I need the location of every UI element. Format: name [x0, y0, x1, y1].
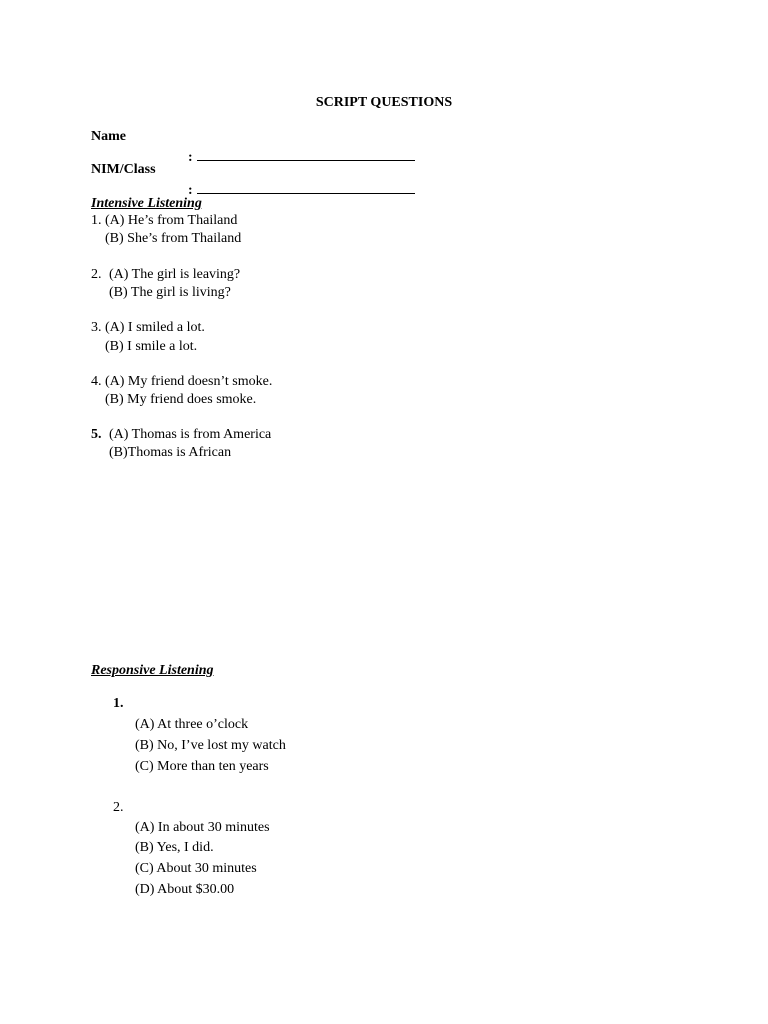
responsive-heading: Responsive Listening	[91, 663, 214, 678]
responsive-q2-number: 2.	[113, 800, 124, 815]
intensive-q4-number: 4.	[91, 374, 102, 389]
intensive-q3-option-a: (A) I smiled a lot.	[105, 320, 205, 335]
intensive-q3-option-b: (B) I smile a lot.	[105, 339, 198, 354]
responsive-q2-option-c: (C) About 30 minutes	[135, 861, 257, 876]
intensive-q3-number: 3.	[91, 320, 102, 335]
page-title: SCRIPT QUESTIONS	[315, 95, 453, 110]
intensive-q4-option-b: (B) My friend does smoke.	[105, 392, 257, 407]
responsive-q1-option-a: (A) At three o’clock	[135, 717, 249, 732]
name-label: Name	[91, 129, 126, 144]
responsive-q1-number: 1.	[113, 696, 124, 711]
responsive-q1-option-b: (B) No, I’ve lost my watch	[135, 738, 286, 753]
intensive-q2-option-a: (A) The girl is leaving?	[109, 267, 241, 282]
intensive-q5-option-a: (A) Thomas is from America	[109, 427, 272, 442]
class-colon: :	[188, 183, 193, 198]
name-blank[interactable]	[197, 146, 415, 161]
intensive-heading: Intensive Listening	[91, 196, 202, 211]
intensive-q1-option-b: (B) She’s from Thailand	[105, 231, 242, 246]
responsive-q2-option-a: (A) In about 30 minutes	[135, 820, 270, 835]
intensive-q5-option-b: (B)Thomas is African	[109, 445, 232, 460]
intensive-q2-number: 2.	[91, 267, 102, 282]
class-blank[interactable]	[197, 179, 415, 194]
intensive-q5-number: 5.	[91, 427, 102, 442]
intensive-q1-number: 1.	[91, 213, 102, 228]
name-colon: :	[188, 150, 193, 165]
intensive-q1-option-a: (A) He’s from Thailand	[105, 213, 238, 228]
class-label: NIM/Class	[91, 162, 156, 177]
intensive-q4-option-a: (A) My friend doesn’t smoke.	[105, 374, 273, 389]
intensive-q2-option-b: (B) The girl is living?	[109, 285, 231, 300]
responsive-q1-option-c: (C) More than ten years	[135, 759, 269, 774]
responsive-q2-option-b: (B) Yes, I did.	[135, 840, 214, 855]
responsive-q2-option-d: (D) About $30.00	[135, 882, 235, 897]
class-field-row[interactable]	[181, 161, 415, 200]
